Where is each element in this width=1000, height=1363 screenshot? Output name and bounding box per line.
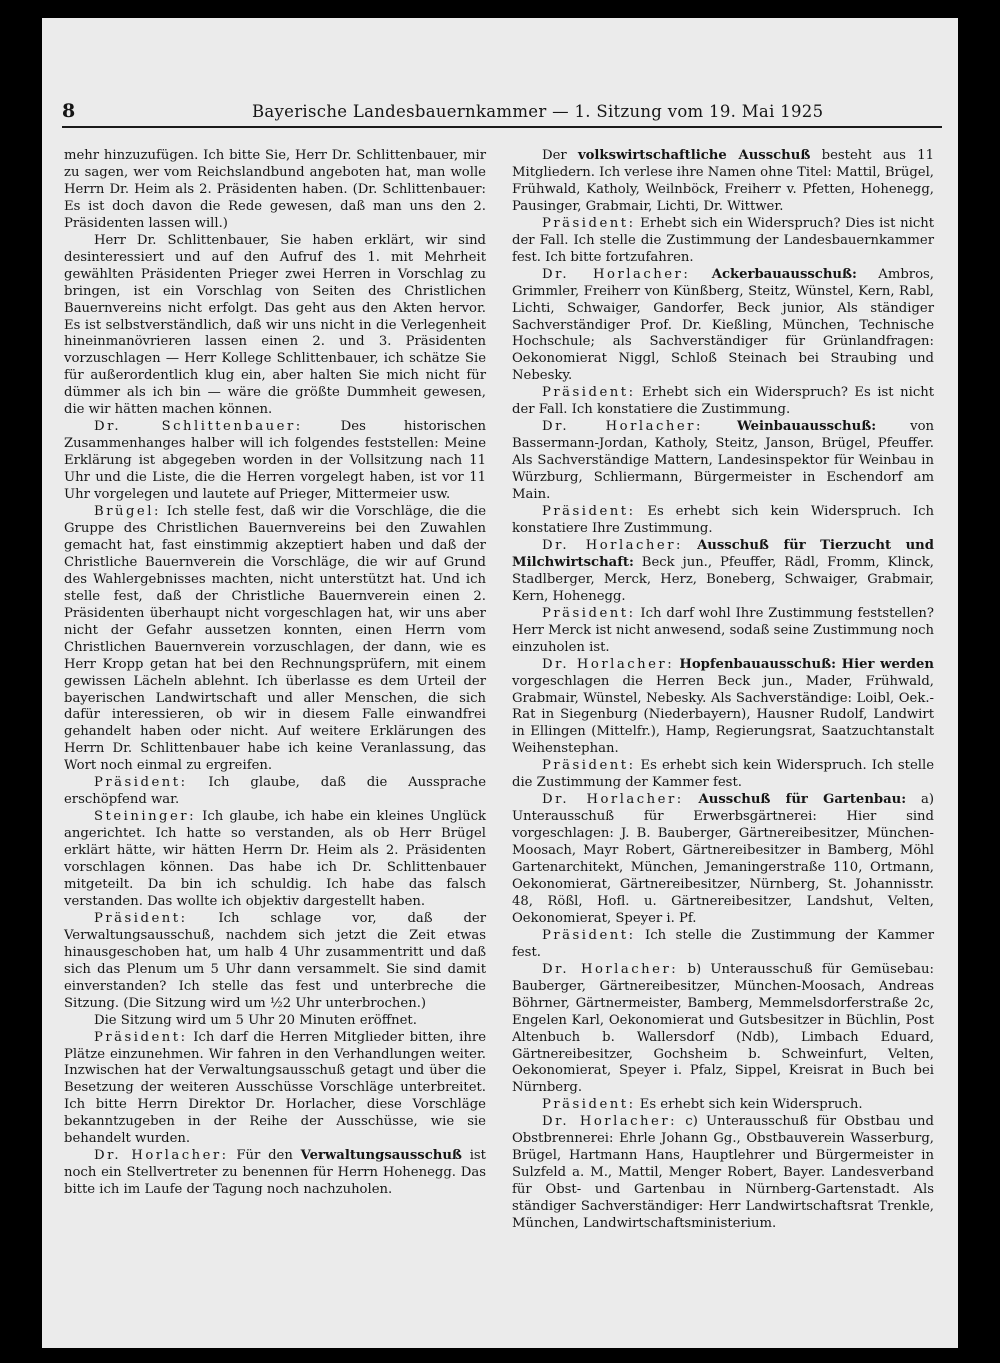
paragraph bbox=[512, 657, 934, 759]
speaker-name: Präsident: bbox=[542, 758, 636, 774]
paragraph-text: vorgeschlagen die Herren Beck jun., Mader, Frühwald, Grabmair, Wünstel, Nebesky. Als Sachverständige: Loibl, Oek.-Rat in Siegenburg (Niederbayern), Hausner Rudolf, Landwirt in Ellingen (Mittelfr.), Hamp, Regierungsrat, Saatzuchtanstalt Weihenstephan. bbox=[512, 673, 934, 757]
paragraph-text: besteht aus 11 Mitgliedern. Ich verlese ihre Namen ohne Titel: Mattil, Brügel, Frühwald, Katholy, Weilnböck, Freiherr v. Pfetten, Hohenegg, Pausinger, Grabmair, Lichti, Dr. Wittwer. bbox=[512, 148, 935, 214]
paragraph bbox=[64, 775, 486, 809]
paragraph bbox=[64, 1013, 486, 1030]
paragraph-text: Der bbox=[542, 148, 578, 163]
committee-name: Ausschuß für Gartenbau: bbox=[698, 792, 907, 808]
paragraph-text: Des historischen Zusammenhanges halber will ich folgendes feststellen: Meine Erklärung ist abgegeben worden in der Vollsitzung nach 11 Uhr und die Liste, die die Herren vorgelegt haben, ist vor 11 Uhr vorgelegen und lautete auf Prieger, Mittermeier usw. bbox=[64, 419, 486, 503]
paragraph bbox=[512, 419, 934, 504]
paragraph bbox=[512, 148, 934, 216]
speaker-name: Präsident: bbox=[542, 385, 636, 401]
paragraph bbox=[512, 267, 934, 386]
paragraph-text bbox=[684, 792, 699, 807]
speaker-name: Dr. Horlacher: bbox=[542, 419, 703, 435]
committee-name: Ackerbauausschuß: bbox=[711, 266, 857, 282]
speaker-name: Dr. Horlacher: bbox=[542, 961, 679, 977]
left-text-column bbox=[64, 148, 486, 1199]
paragraph-text: Erhebt sich ein Widerspruch? Es ist nicht der Fall. Ich konstatiere die Zustimmung. bbox=[512, 385, 934, 418]
paragraph-text bbox=[690, 267, 711, 282]
speaker-name: Präsident: bbox=[94, 1029, 188, 1045]
committee-name: Hopfenbauausschuß: Hier werden bbox=[679, 656, 934, 672]
speaker-name: Dr. Horlacher: bbox=[542, 1114, 678, 1130]
paragraph-text: a) Unterausschuß für Erwerbsgärtnerei: Hier sind vorgeschlagen: J. B. Bauberger, Gärtnereibesitzer, München-Moosach, Mayr Robert, Gärtnereibesitzer in Bamberg, Möhl Gartenarchitekt, München, Jemaningerstraße 110, Ortmann, Oekonomierat, Gärtnereibesitzer, Nürnberg, St. Johannisstr. 48, Rößl, Hofl. u. Gärtnereibesitzer, Landshut, Velten, Oekonomierat, Speyer i. Pf. bbox=[512, 792, 934, 926]
paragraph-text: Erhebt sich ein Widerspruch? Dies ist nicht der Fall. Ich stelle die Zustimmung der Landesbauernkammer fest. Ich bitte fortzufahren. bbox=[512, 215, 934, 265]
speaker-name: Brügel: bbox=[94, 504, 161, 520]
paragraph-text bbox=[703, 419, 737, 434]
page-header bbox=[62, 100, 942, 128]
paragraph bbox=[64, 504, 486, 775]
paragraph bbox=[512, 1114, 934, 1233]
paragraph bbox=[512, 538, 934, 606]
paragraph-text: Ich glaube, ich habe ein kleines Unglück angerichtet. Ich hatte so verstanden, als ob Herr Brügel erklärt hätte, wir hätten Herrn Dr. Heim als 2. Präsidenten vorschlagen können. Das habe ich Dr. Schlittenbauer mitgeteilt. Da bin ich schuldig. Ich habe das falsch verstanden. Das wollte ich objektiv dargestellt haben. bbox=[64, 809, 486, 909]
running-title: Bayerische Landesbauernkammer — 1. Sitzung vom 19. Mai 1925 bbox=[252, 102, 824, 121]
paragraph-text: Herr Dr. Schlittenbauer, Sie haben erklärt, wir sind desinteressiert und auf den Aufruf des 1. mit Mehrheit gewählten Präsidenten Prieger zwei Herren in Vorschlag zu bringen, ist ein Vorschlag von Seiten des Christlichen Bauernvereins nicht erfolgt. Das geht aus den Akten hervor. Es ist selbstverständlich, daß wir uns nicht in die Verlegenheit hineinmanövrieren lassen einen 2. und 3. Präsidenten vorzuschlagen — Herr Kollege Schlittenbauer, ich schätze Sie für außerordentlich klug ein, aber halten Sie mich nicht für dümmer als ich bin — wäre die größte Dummheit gewesen, die wir hätten machen können. bbox=[64, 232, 486, 418]
paragraph bbox=[512, 385, 934, 419]
speaker-name: Dr. Horlacher: bbox=[542, 266, 691, 282]
paragraph-text: Es erhebt sich kein Widerspruch. Ich konstatiere Ihre Zustimmung. bbox=[512, 504, 934, 536]
speaker-name: Präsident: bbox=[542, 215, 636, 231]
page-number: 8 bbox=[62, 100, 76, 122]
paragraph-text: Die Sitzung wird um 5 Uhr 20 Minuten eröffnet. bbox=[94, 1012, 417, 1028]
speaker-name: Dr. Horlacher: bbox=[542, 656, 675, 672]
paragraph bbox=[64, 419, 486, 504]
paragraph-text: Ich stelle fest, daß wir die Vorschläge, die die Gruppe des Christlichen Bauernvereins bei den Zuwahlen gemacht hat, fast einstimmig akzeptiert haben und daß der Christliche Bauernverein die Vorschläge, die wir auf Grund des Wahlergebnisses machten, nicht unterstützt hat. Und ich stelle fest, daß der Christliche Bauernverein einen 2. Präsidenten überhaupt nicht vorgeschlagen hat, wir uns aber nicht der Gefahr aussetzen konnten, einen Herrn vom Christlichen Bauernverein vorzuschlagen, der dann, wie es Herr Kropp getan hat bei den Rechnungsprüfern, mit einem gewissen Lächeln ablehnt. Ich überlasse es dem Urteil der bayerischen Landwirtschaft und aller Menschen, die sich dafür interessieren, ob wir in diesem Falle einwandfrei gehandelt haben oder nicht. Auf weitere Erklärungen des Herrn Dr. Schlittenbauer habe ich keine Veranlassung, das Wort noch einmal zu ergreifen. bbox=[64, 504, 486, 774]
speaker-name: Präsident: bbox=[542, 927, 636, 943]
speaker-name: Dr. Horlacher: bbox=[542, 537, 683, 553]
paragraph-text bbox=[683, 538, 697, 553]
paragraph bbox=[64, 148, 486, 233]
paragraph-text: Beck jun., Pfeuffer, Rädl, Fromm, Klinck, Stadlberger, Merck, Herz, Boneberg, Schwaiger, Grabmair, Kern, Hohenegg. bbox=[512, 554, 934, 604]
paragraph bbox=[64, 911, 486, 1013]
paragraph-text: mehr hinzuzufügen. Ich bitte Sie, Herr Dr. Schlittenbauer, mir zu sagen, wer vom Reichslandbund angeboten hat, man wolle Herrn Dr. Heim als 2. Präsidenten haben. (Dr. Schlittenbauer: Es ist doch davon die Rede gewesen, daß man uns den 2. Präsidenten lassen will.) bbox=[64, 148, 486, 231]
paragraph-text: Ich stelle die Zustimmung der Kammer fest. bbox=[512, 927, 934, 960]
paragraph-text: ist noch ein Stellvertreter zu benennen für Herrn Hohenegg. Das bitte ich im Laufe der Tagung noch nachzuholen. bbox=[64, 1148, 486, 1198]
speaker-name: Dr. Horlacher: bbox=[94, 1148, 229, 1164]
speaker-name: Steininger: bbox=[94, 809, 197, 825]
paragraph-text: Ich darf wohl Ihre Zustimmung feststellen? Herr Merck ist nicht anwesend, sodaß seine Zustimmung noch einzuholen ist. bbox=[512, 605, 934, 655]
paragraph-text: c) Unterausschuß für Obstbau und Obstbrennerei: Ehrle Johann Gg., Obstbauverein Wasserburg, Brügel, Hartmann Hans, Hauptlehrer und Bürgermeister in Sulzfeld a. M., Mattil, Menger Robert, Bayer. Landesverband für Obst- und Gartenbau in Nürnberg-Gartenstadt. Als ständiger Sachverständiger: Herr Landwirtschaftsrat Trenkle, München, Landwirtschaftsministerium. bbox=[512, 1114, 934, 1232]
paragraph-text: Es erhebt sich kein Widerspruch. Ich stelle die Zustimmung der Kammer fest. bbox=[512, 758, 934, 791]
paragraph-text: von Bassermann-Jordan, Katholy, Steitz, Janson, Brügel, Pfeuffer. Als Sachverständige Mattern, Landesinspektor für Weinbau in Würzburg, Schliermann, Bürgermeister in Eschendorf am Main. bbox=[512, 419, 934, 503]
paragraph-text: Ich glaube, daß die Aussprache erschöpfend war. bbox=[64, 775, 486, 808]
speaker-name: Dr. Schlittenbauer: bbox=[94, 419, 303, 435]
paragraph bbox=[512, 606, 934, 657]
paragraph bbox=[512, 928, 934, 962]
paragraph bbox=[512, 504, 934, 538]
committee-name: Weinbauausschuß: bbox=[736, 419, 877, 435]
paragraph-text: Ich schlage vor, daß der Verwaltungsausschuß, nachdem sich jetzt die Zeit etwas hinausgeschoben hat, um halb 4 Uhr zusammentritt und daß sich das Plenum um 5 Uhr dann versammelt. Sie sind damit einverstanden? Ich stelle das fest und unterbreche die Sitzung. (Die Sitzung wird um ½2 Uhr unterbrochen.) bbox=[64, 910, 486, 1011]
paragraph bbox=[512, 216, 934, 267]
paragraph-text: Es erhebt sich kein Widerspruch. bbox=[635, 1097, 863, 1113]
paragraph bbox=[512, 792, 934, 928]
paragraph bbox=[64, 1148, 486, 1199]
paragraph-text: Für den bbox=[228, 1148, 301, 1164]
paragraph bbox=[512, 962, 934, 1098]
speaker-name: Präsident: bbox=[542, 1097, 636, 1113]
speaker-name: Präsident: bbox=[542, 504, 636, 520]
paragraph bbox=[64, 809, 486, 911]
paragraph bbox=[64, 1030, 486, 1149]
committee-name: volkswirtschaftliche Ausschuß bbox=[577, 148, 811, 163]
paragraph-text: b) Unterausschuß für Gemüsebau: Bauberger, Gärtnereibesitzer, München-Moosach, Andreas Böhrner, Gärtnermeister, Bamberg, Memmelsdorferstraße 2c, Engelen Karl, Oekonomierat und Gutsbesitzer in Büchlin, Post Altenbuch b. Wallersdorf (Ndb), Limbach Eduard, Gärtnereibesitzer, Gochsheim b. Schweinfurt, Velten, Oekonomierat, Speyer i. Pfalz, Sippel, Kreisrat in Buch bei Nürnberg. bbox=[512, 961, 934, 1096]
paragraph-text: Ambros, Grimmler, Freiherr von Künßberg, Steitz, Wünstel, Kern, Rabl, Lichti, Schwaiger, Gandorfer, Beck junior, Als ständiger Sachverständiger Prof. Dr. Kießling, München, Technische Hochschule; als Sachverständiger für Grünlandfragen: Oekonomierat Niggl, Schloß Steinach bei Straubing und Nebesky. bbox=[512, 266, 934, 384]
paragraph bbox=[512, 758, 934, 792]
committee-name: Ausschuß für Tierzucht und Milchwirtschaft: bbox=[512, 537, 934, 570]
speaker-name: Präsident: bbox=[94, 775, 188, 791]
document-page bbox=[42, 18, 958, 1348]
committee-name: Verwaltungsausschuß bbox=[300, 1148, 462, 1164]
speaker-name: Präsident: bbox=[94, 910, 188, 926]
paragraph bbox=[512, 1097, 934, 1114]
speaker-name: Präsident: bbox=[542, 605, 636, 621]
speaker-name: Dr. Horlacher: bbox=[542, 792, 684, 808]
paragraph bbox=[64, 233, 486, 419]
right-text-column bbox=[512, 148, 934, 1233]
paragraph-text: Ich darf die Herren Mitglieder bitten, ihre Plätze einzunehmen. Wir fahren in den Verhandlungen weiter. Inzwischen hat der Verwaltungsausschuß getagt und über die Besetzung der weiteren Ausschüsse Vorschläge unterbreitet. Ich bitte Herrn Direktor Dr. Horlacher, diese Vorschläge bekanntzugeben in der Reihe der Ausschüsse, wie sie behandelt wurden. bbox=[64, 1029, 486, 1147]
